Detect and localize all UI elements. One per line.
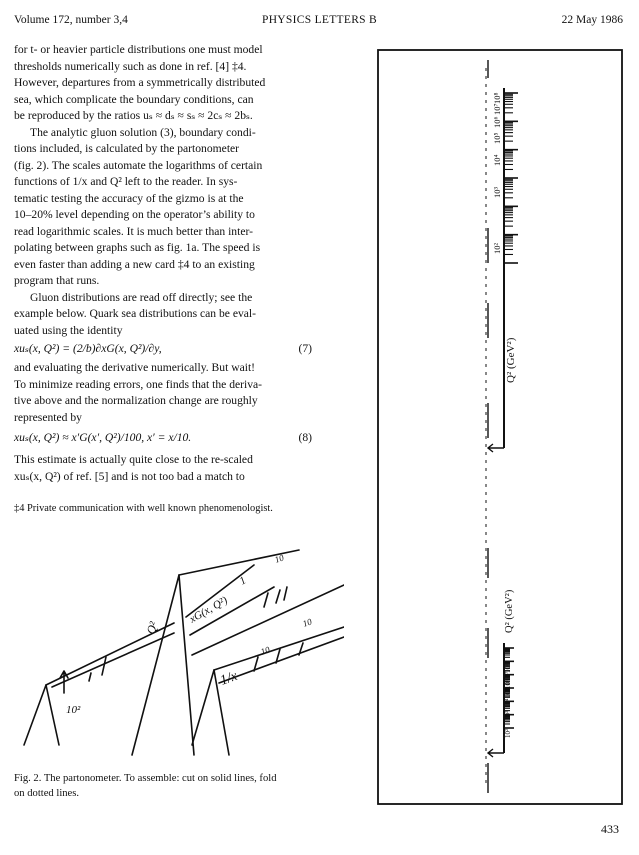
lower-scale-arrow — [488, 749, 504, 757]
lower-tick-label: 10³ — [504, 710, 512, 720]
sketch-label-ten-low: 10 — [259, 644, 272, 657]
upper-axis-label: Q² (GeV²) — [505, 337, 517, 383]
body-line: tematic testing the accuracy of the gizmo is at the — [14, 191, 244, 205]
body-line: tions included, is calculated by the partonometer — [14, 142, 240, 155]
sketch-label-q2: Q² — [143, 619, 161, 636]
issue-date: 22 May 1986 — [561, 14, 623, 26]
sketch-label-one: 1 — [237, 574, 249, 588]
journal-volume: Volume 172, number 3,4 — [14, 14, 128, 26]
lower-tick-label: 10⁶ — [504, 679, 512, 689]
body-line: Gluon distributions are read off directly; see the — [30, 290, 253, 304]
figure-caption-line: Fig. 2. The partonometer. To assemble: cut on solid lines, fold — [14, 773, 277, 784]
body-line: be reproduced by the ratios uₛ ≈ dₛ ≈ sₛ ≈ 2cₛ ≈ 2bₛ. — [14, 109, 253, 122]
body-line: tive above and the normalization change are roughly — [14, 394, 258, 407]
lower-tick-label: 10⁴ — [504, 698, 512, 708]
lower-tick-label: 10² — [504, 728, 512, 738]
lower-tick-label: 10⁷ — [504, 671, 512, 681]
lower-tick-label: 10⁸ — [504, 663, 512, 673]
body-line: program that runs. — [14, 274, 100, 287]
body-line: To minimize reading errors, one finds that the deriva- — [14, 377, 263, 391]
body-line: The analytic gluon solution (3), boundary condi- — [30, 125, 256, 139]
sketch-right-fold — [214, 627, 344, 670]
sketch-label-ten-top: 10 — [273, 552, 286, 565]
body-line: functions of 1/x and Q² left to the reader. In sys- — [14, 175, 238, 188]
sketch-label-ten-mid: 10 — [301, 616, 314, 629]
body-line: represented by — [14, 410, 82, 424]
partonometer-sketch — [14, 545, 344, 760]
body-line: 10–20% level depending on the operator’s ability to — [14, 208, 255, 221]
upper-tick-label: 10³ — [492, 186, 502, 198]
footnote: ‡4 Private communication with well known phenomenologist. — [14, 503, 273, 514]
body-line: example below. Quark sea distributions can be eval- — [14, 307, 256, 320]
equation-8-number: (8) — [298, 431, 312, 444]
body-line: However, departures from a symmetrically distributed — [14, 76, 266, 89]
lower-tick-label: 10⁵ — [504, 688, 512, 698]
body-line: uated using the identity — [14, 323, 123, 337]
equation-7 — [14, 341, 312, 358]
upper-scale-ticks — [504, 93, 518, 263]
sketch-center-peak — [132, 575, 194, 755]
equation-8 — [14, 430, 312, 447]
upper-tick-label: 10⁸ — [492, 92, 502, 104]
body-line: polating between graphs such as fig. 1a. The speed is — [14, 241, 261, 254]
upper-tick-label: 10² — [492, 242, 502, 254]
upper-tick-label: 10⁷ — [492, 103, 502, 115]
body-line: even faster than adding a new card ‡4 to an existing — [14, 257, 255, 271]
sketch-label-inv-x: 1/x — [218, 668, 240, 689]
body-line: (fig. 2). The scales automate the logarithms of certain — [14, 158, 263, 172]
body-line: sea, which complicate the boundary conditions, can — [14, 92, 254, 106]
equation-7-text: xuₛ(x, Q²) = (2/b)∂xG(x, Q²)/∂y, — [14, 342, 162, 355]
body-line: xuₛ(x, Q²) of ref. [5] and is not too bad a match to — [14, 469, 245, 483]
sketch-left-panel — [24, 685, 59, 745]
upper-tick-label: 10⁶ — [492, 116, 502, 128]
upper-tick-label: 10⁴ — [492, 154, 502, 166]
page-number: 433 — [601, 822, 619, 836]
equation-7-number: (7) — [298, 342, 312, 355]
journal-title: PHYSICS LETTERS B — [262, 14, 378, 26]
equation-8-text: xuₛ(x, Q²) ≈ x′G(x′, Q²)/100, x′ = x/10. — [14, 431, 192, 444]
partonometer-cutout — [376, 48, 624, 808]
body-line: thresholds numerically such as done in ref. [4] ‡4. — [14, 59, 247, 73]
sketch-left-scale — [52, 633, 174, 687]
body-line: and evaluating the derivative numerically. But wait! — [14, 361, 256, 374]
sketch-arrow — [60, 671, 68, 693]
body-line: read logarithmic scales. It is much better than inter- — [14, 224, 253, 238]
upper-scale-arrow — [488, 444, 504, 452]
figure-caption-line: on dotted lines. — [14, 788, 80, 799]
body-line: for t- or heavier particle distributions one must model — [14, 43, 263, 56]
sketch-label-ten-sq: 10² — [66, 704, 81, 716]
body-line: This estimate is actually quite close to the re-scaled — [14, 453, 253, 466]
sketch-right-scale — [219, 637, 344, 683]
upper-tick-label: 10⁵ — [492, 132, 502, 144]
sketch-label-xg: xG(x, Q²) — [187, 594, 230, 626]
lower-axis-label: Q² (GeV²) — [504, 589, 515, 633]
